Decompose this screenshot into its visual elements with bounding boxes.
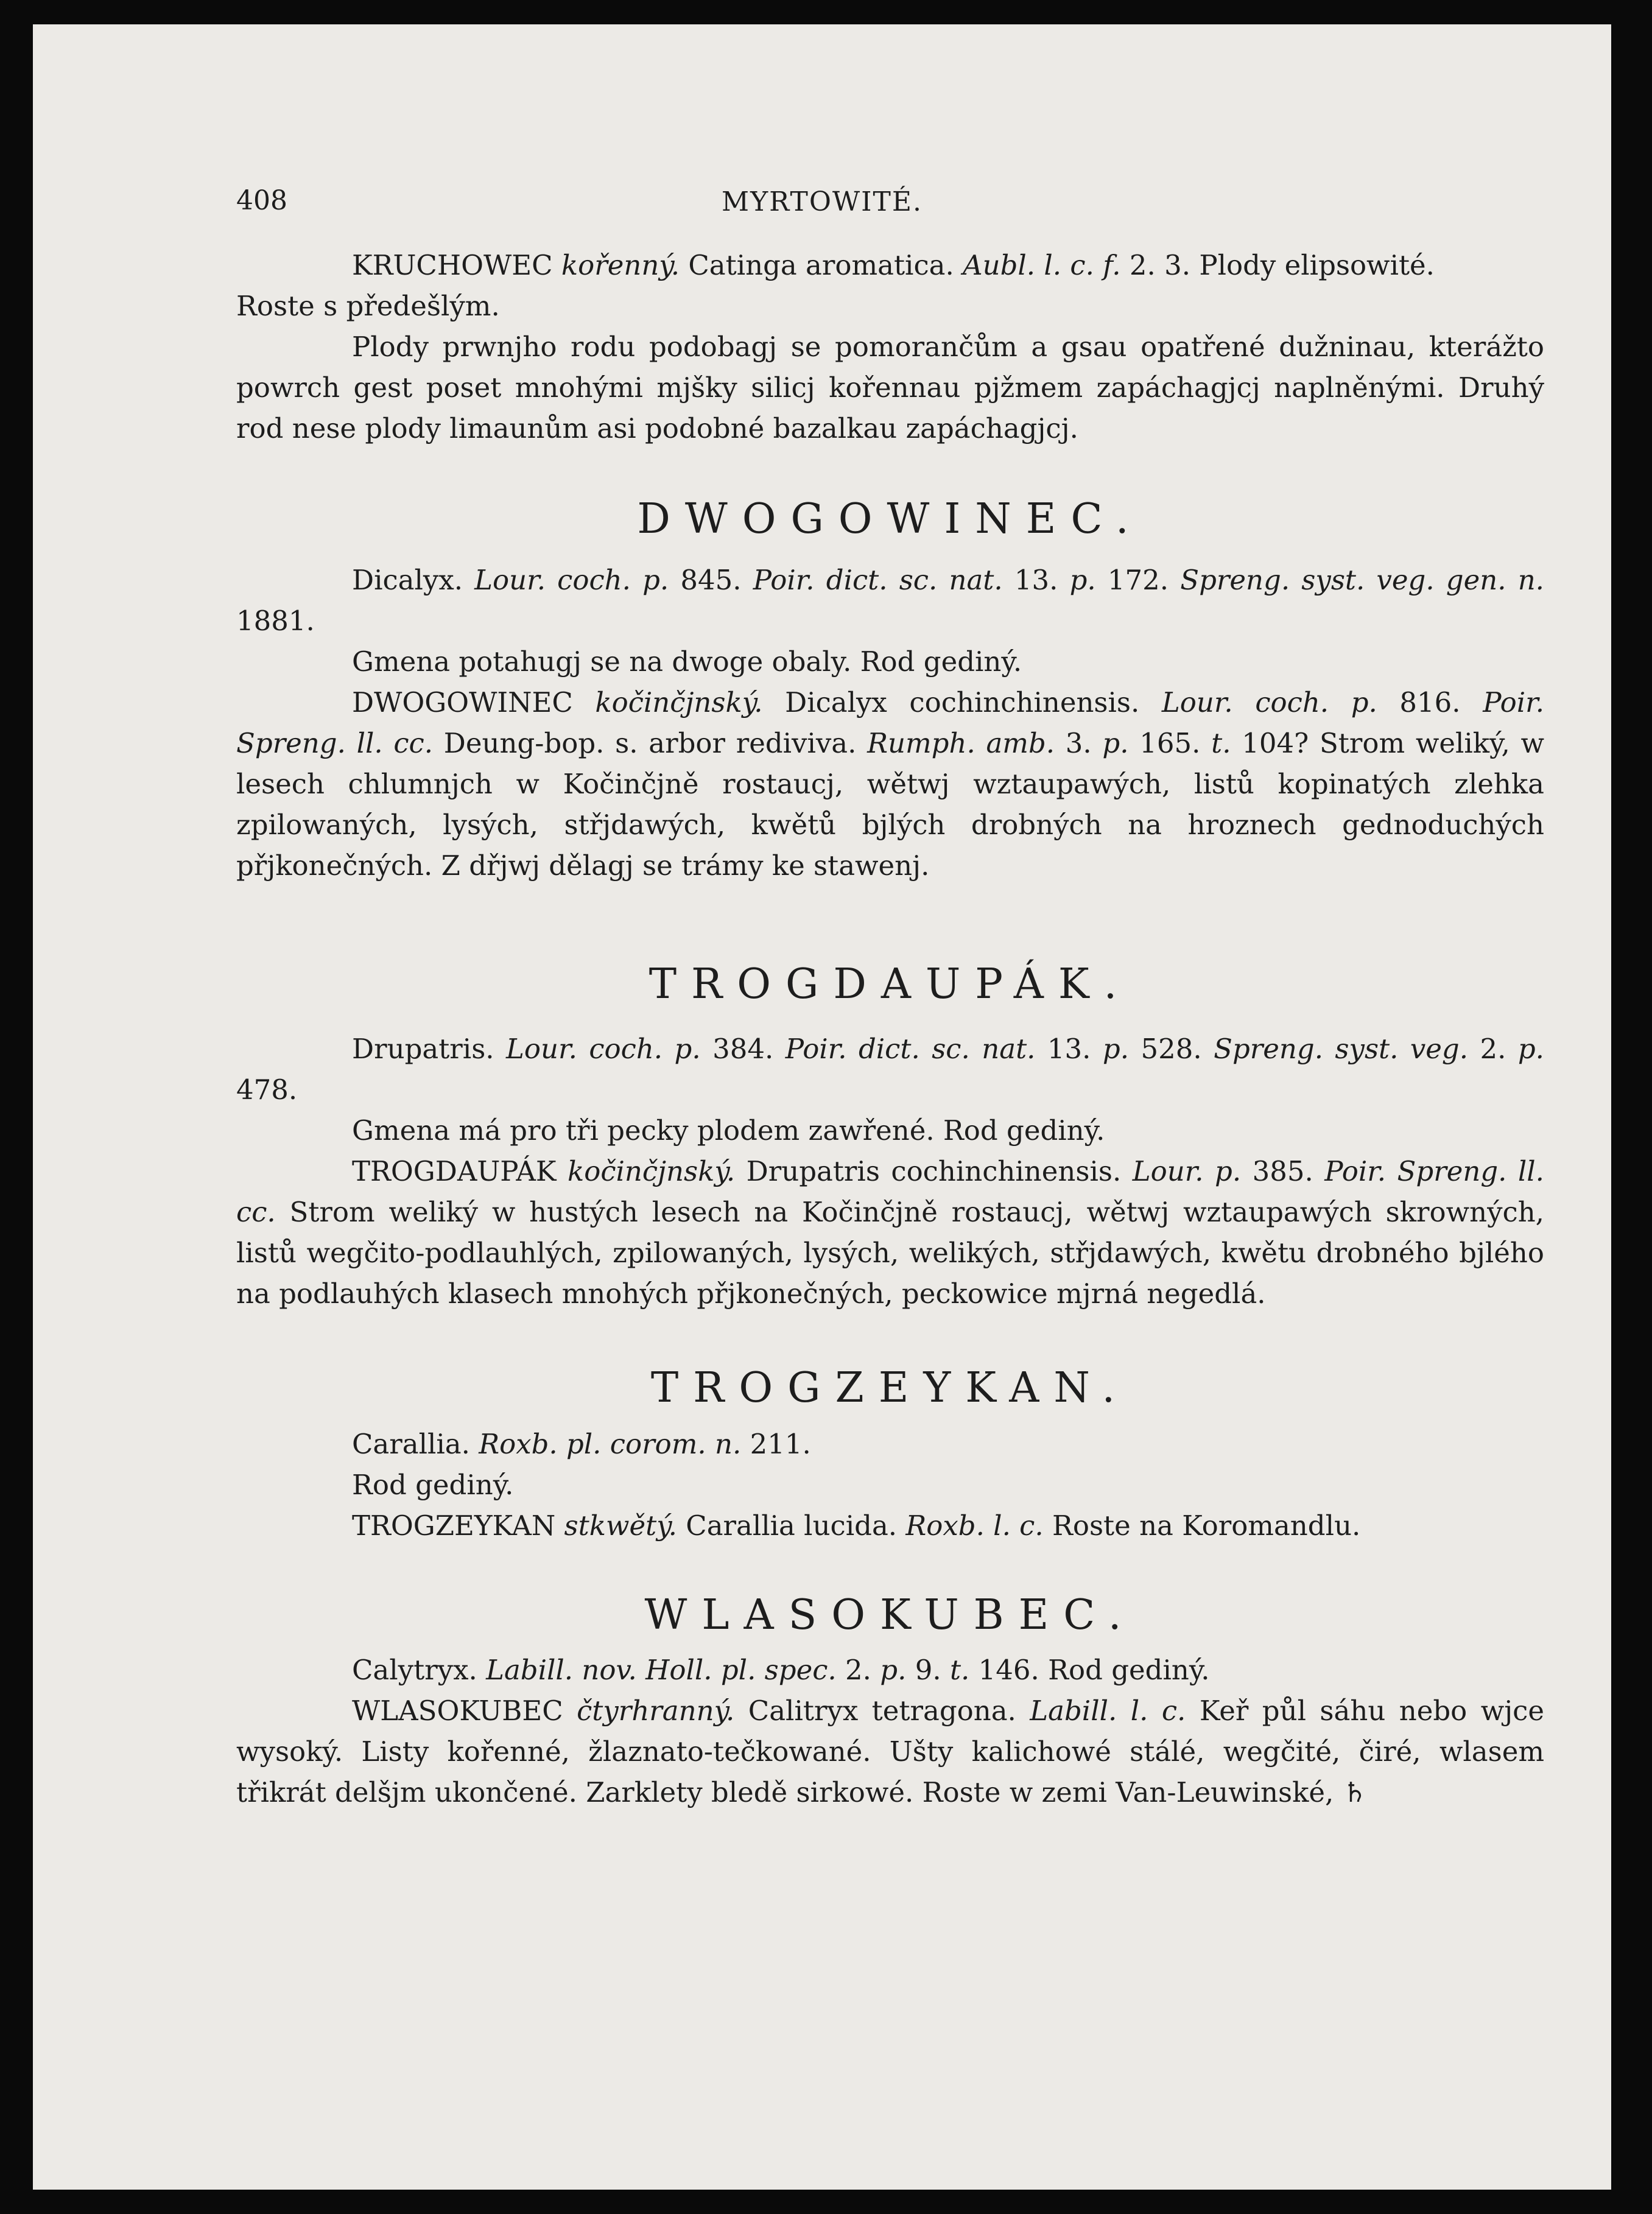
italic-citation: Lour. coch. p. — [506, 1033, 701, 1065]
text-run: 3. — [1055, 727, 1103, 759]
italic-citation: čtyrhranný. — [577, 1695, 735, 1727]
text-run: 385. — [1241, 1155, 1325, 1187]
text-run: TROGDAUPÁK — [352, 1155, 568, 1187]
italic-citation: Poir. Spreng. ll. cc. — [236, 686, 1544, 759]
italic-citation: Spreng. syst. veg. gen. n. — [1180, 564, 1544, 596]
italic-citation: p. — [1102, 727, 1129, 759]
reference: Aubl. l. c. f. — [963, 249, 1121, 281]
synonymy-trogzeykan — [236, 1424, 1544, 1464]
text-run: WLASOKUBEC — [352, 1695, 577, 1727]
text-run: Keř půl sáhu nebo wjce wysoký. Listy kořenné, žlaznato-tečkowané. Ušty kalichowé stálé, wegčité, čiré, wlasem třikrát delšjm ukončené. Zarklety bledě sirkowé. Roste w zemi Van-Leuwinské, ♄ — [236, 1695, 1545, 1808]
latin-name: Catinga aromatica. — [688, 249, 954, 281]
italic-citation: p. — [880, 1654, 907, 1686]
running-title: MYRTOWITÉ. — [722, 186, 923, 217]
text-run: Dicalyx. — [352, 564, 475, 596]
genus-note-trogdaupak: Gmena má pro tři pecky plodem zawřené. Rod gediný. — [352, 1114, 1105, 1147]
genus-note-dwogowinec: Gmena potahugj se na dwoge obaly. Rod gediný. — [352, 645, 1022, 678]
italic-citation: Poir. dict. sc. nat. — [785, 1033, 1036, 1065]
italic-citation: kočinčjnský. — [567, 1155, 736, 1187]
italic-citation: p. — [1517, 1033, 1544, 1065]
italic-citation: Spreng. syst. veg. — [1214, 1033, 1469, 1065]
italic-citation: t. — [1211, 727, 1231, 759]
italic-citation: p. — [1102, 1033, 1130, 1065]
text-run: Calytryx. — [352, 1654, 487, 1686]
text-run: 384. — [700, 1033, 786, 1065]
genus-heading-trogzeykan: TROGZEYKAN. — [650, 1364, 1130, 1412]
genus-heading-wlasokubec: WLASOKUBEC. — [644, 1591, 1136, 1639]
page-number: 408 — [236, 185, 287, 216]
genus-heading-trogdaupak: TROGDAUPÁK. — [648, 960, 1132, 1008]
italic-citation: Poir. dict. sc. nat. — [753, 564, 1003, 596]
italic-citation: Labill. nov. Holl. pl. spec. — [486, 1654, 837, 1686]
page-content — [236, 245, 1544, 1813]
text-run: Roste na Koromandlu. — [1043, 1509, 1361, 1542]
species-dwogowinec — [236, 682, 1544, 886]
text-run: Deung-bop. s. arbor rediviva. — [433, 727, 868, 759]
text-run: Carallia. — [352, 1428, 479, 1460]
italic-citation: Lour. coch. p. — [1161, 686, 1377, 719]
genus-note-trogzeykan: Rod gediný. — [352, 1469, 514, 1501]
kruchowec-habitat: Roste s předešlým. — [236, 290, 500, 322]
text-run: 165. — [1128, 727, 1212, 759]
italic-citation: Rumph. amb. — [867, 727, 1055, 759]
genus-heading-dwogowinec: DWOGOWINEC. — [637, 495, 1144, 543]
italic-citation: Roxb. pl. corom. n. — [479, 1428, 742, 1460]
italic-citation: Lour. coch. p. — [474, 564, 669, 596]
page-header — [33, 175, 1611, 230]
text-run: 13. — [1035, 1033, 1103, 1065]
species-trogzeykan — [236, 1505, 1544, 1546]
text-run: Drupatris. — [352, 1033, 507, 1065]
species-name: KRUCHOWEC — [352, 249, 553, 281]
text-run: Strom weliký w hustých lesech na Kočinčjně rostaucj, wětwj wztaupawých skrowných, listů wegčito-podlauhlých, zpilowaných, lysých, welikých, střjdawých, kwětu drobného bjlého na podlauhých klasech mnohých přjkonečných, peckowice mjrná negedlá. — [236, 1196, 1544, 1310]
kruchowec-entry — [236, 245, 1544, 286]
text-run: 9. — [906, 1654, 950, 1686]
italic-citation: p. — [1069, 564, 1096, 596]
text-run: 478. — [236, 1074, 298, 1106]
italic-citation: Lour. p. — [1132, 1155, 1242, 1187]
synonymy-trogdaupak — [236, 1028, 1544, 1110]
italic-citation: Labill. l. c. — [1030, 1695, 1186, 1727]
text-run: 13. — [1002, 564, 1070, 596]
text-run: DWOGOWINEC — [352, 686, 596, 719]
text-run: Calitryx tetragona. — [734, 1695, 1030, 1727]
text-run: 528. — [1129, 1033, 1214, 1065]
synonymy-wlasokubec — [236, 1650, 1544, 1690]
text-run: 2. — [836, 1654, 880, 1686]
italic-citation: kočinčjnský. — [595, 686, 763, 719]
text-run: 2. — [1468, 1033, 1518, 1065]
text-run: Carallia lucida. — [677, 1509, 906, 1542]
text-run: 845. — [669, 564, 753, 596]
description: Plody elipsowité. — [1199, 249, 1435, 281]
text-run: 1881. — [236, 605, 315, 637]
italic-citation: Roxb. l. c. — [905, 1509, 1044, 1542]
reference-number: 2. 3. — [1129, 249, 1191, 281]
text-run: TROGZEYKAN — [352, 1509, 564, 1542]
text-run: 211. — [741, 1428, 811, 1460]
synonymy-dwogowinec — [236, 560, 1544, 641]
italic-citation: stkwětý. — [564, 1509, 677, 1542]
species-epithet: kořenný. — [561, 249, 680, 281]
italic-citation: Poir. Spreng. ll. cc. — [236, 1155, 1544, 1228]
italic-citation: t. — [949, 1654, 970, 1686]
species-wlasokubec — [236, 1690, 1544, 1813]
text-run: 146. Rod gediný. — [969, 1654, 1210, 1686]
text-run: Drupatris cochinchinensis. — [735, 1155, 1133, 1187]
text-run: 104? Strom weliký, w lesech chlumnjch w Kočinčjně rostaucj, wětwj wztaupawých, listů kopinatých zlehka zpilowaných, lysých, střjdawých, kwětů bjlých drobných na hroznech gednoduchých přjkonečných. Z dřjwj dělagj se trámy ke stawenj. — [236, 727, 1545, 882]
text-run: Dicalyx cochinchinensis. — [762, 686, 1162, 719]
species-trogdaupak — [236, 1151, 1544, 1314]
book-page — [33, 24, 1611, 2190]
text-run: 816. — [1377, 686, 1483, 719]
text-run: 172. — [1095, 564, 1181, 596]
fruit-paragraph: Plody prwnjho rodu podobagj se pomorančům a gsau opatřené dužninau, kterážto powrch gest poset mnohými mjšky silicj kořennau pjžmem zapáchagjcj naplněnými. Druhý rod nese plody limaunům asi podobné bazalkau zapáchagjcj. — [236, 331, 1544, 445]
